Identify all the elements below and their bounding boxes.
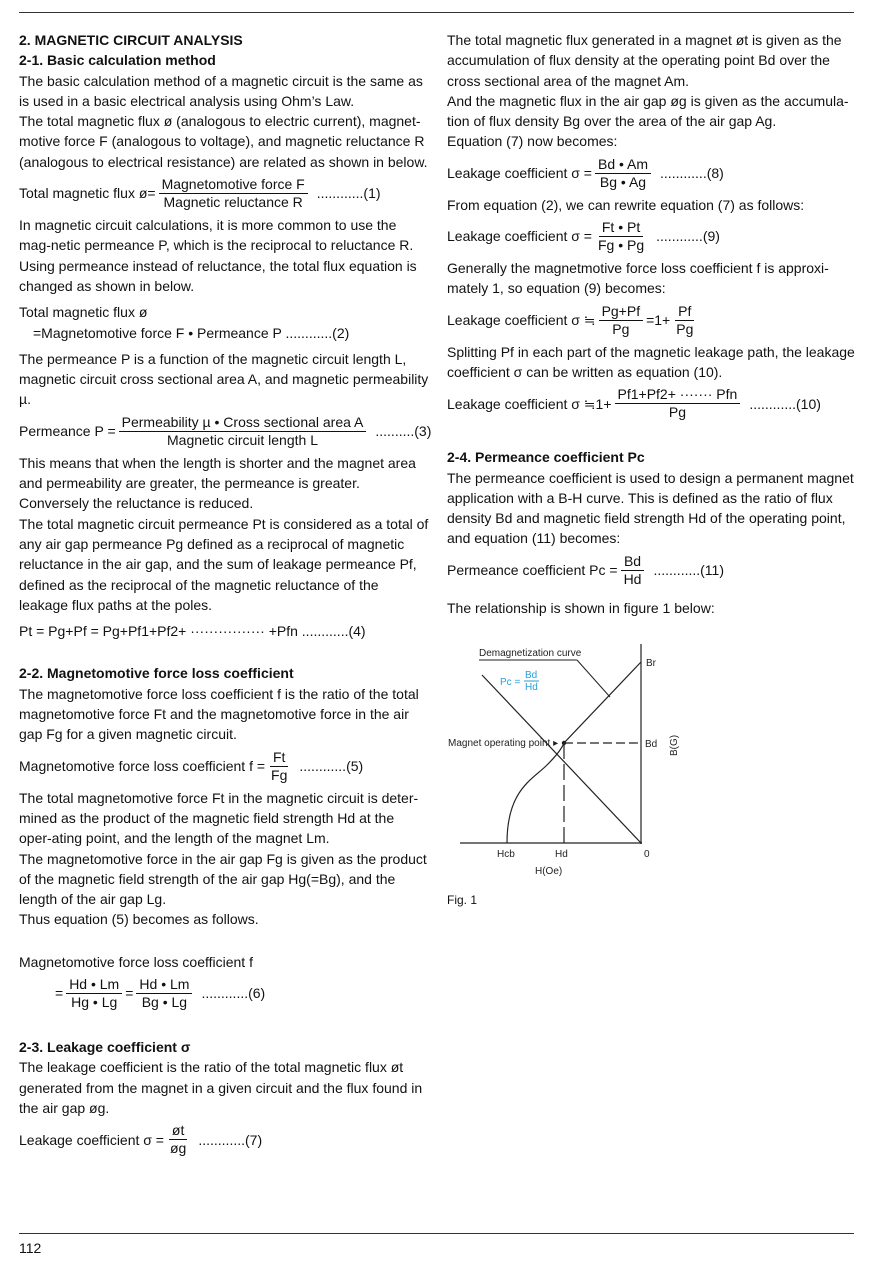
b-axis-label: B(G) xyxy=(669,734,680,756)
zero-label: 0 xyxy=(644,849,650,860)
br-label: Br xyxy=(646,658,656,669)
svg-text:Pc =: Pc = xyxy=(500,677,521,688)
equation-7: Leakage coefficient σ = $\frac{øt}{øg}$ ............(7) xyxy=(19,1122,263,1157)
equation-6: = $\frac{Hd • Lm}{Hg • Lg}$ = $\frac{Hd • Lm}{Bg • Lg}$ ............(6) xyxy=(55,975,266,1010)
equation-2-line-1: Total magnetic flux ø xyxy=(19,304,148,321)
left-column xyxy=(19,30,432,1161)
subsection-heading-2-1: 2-1. Basic calculation method xyxy=(19,52,216,69)
equation-9b: Leakage coefficient σ ≒ $\frac{Pg+Pf}{Pg}$ =1+ $\frac{Pf}{Pg}$ xyxy=(447,302,694,337)
paragraph: Thus equation (5) becomes as follows. xyxy=(19,911,259,928)
paragraph: And the magnetic flux in the air gap øg is given as the accumula-tion of flux density Bg over the area of the air gap Ag. xyxy=(447,92,849,130)
paragraph: Splitting Pf in each part of the magnetic leakage path, the leakage coefficient σ can be written as equation (10). xyxy=(447,343,855,380)
paragraph: The total magnetomotive force Ft in the magnetic circuit is deter-mined as the product of the magnetic field strength Hd at the oper-ating point, and the length of the magnet Lm. xyxy=(19,789,419,847)
equation-1: Total magnetic flux ø= $\frac{\text{Magnetomotive force F}}{\text{Magnetic reluctance R}}$ ............(1) xyxy=(19,176,381,211)
paragraph: The total magnetic flux ø (analogous to electric current), magnet-motive force F (analogous to voltage), and magnetic reluctance R (analogous to electrical resistance) are related as shown in below. xyxy=(19,113,428,170)
paragraph: The permeance P is a function of the magnetic circuit length L, magnetic circuit cross sectional area A, and magnetic permeability µ. xyxy=(19,350,429,408)
paragraph: The leakage coefficient is the ratio of the total magnetic flux øt generated from the magnet in a given circuit and the flux found in the air gap øg. xyxy=(19,1059,423,1116)
pc-ratio-label xyxy=(500,670,539,693)
hd-label: Hd xyxy=(555,849,568,860)
paragraph: In magnetic circuit calculations, it is more common to use the mag-netic permeance P, which is the reciprocal to reluctance R. xyxy=(19,217,414,254)
h-axis-label: H(Oe) xyxy=(535,866,563,877)
equation-4: Pt = Pg+Pf = Pg+Pf1+Pf2+ ················ +Pfn ............(4) xyxy=(19,623,366,640)
equation-9: Leakage coefficient σ = $\frac{Ft • Pt}{Fg • Pg}$ ............(9) xyxy=(447,219,720,254)
paragraph: The magnetomotive force in the air gap Fg is given as the product of the magnetic field strength of the air gap Hg(=Bg), and the length of the air gap Lg. xyxy=(19,850,427,908)
hcb-label: Hcb xyxy=(497,849,515,860)
subsection-heading-2-4: 2-4. Permeance coefficient Pc xyxy=(447,449,645,466)
equation-8: Leakage coefficient σ = $\frac{Bd • Am}{Bg • Ag}$ ............(8) xyxy=(447,155,724,190)
permeance-line xyxy=(482,675,641,843)
subsection-heading-2-2: 2-2. Magnetomotive force loss coefficient xyxy=(19,665,294,682)
svg-text:Bd: Bd xyxy=(525,670,538,681)
equation-5: Magnetomotive force loss coefficient f = $\frac{Ft}{Fg}$ ............(5) xyxy=(19,748,364,783)
equation-11: Permeance coefficient Pc = $\frac{Bd}{Hd}$ ............(11) xyxy=(447,552,725,587)
paragraph: Equation (7) now becomes: xyxy=(447,133,618,150)
op-label: Magnet operating point ▸ xyxy=(448,738,559,749)
paragraph: Using permeance instead of reluctance, the total flux equation is changed as shown in below. xyxy=(19,257,417,294)
svg-text:Hd: Hd xyxy=(525,682,538,693)
top-rule xyxy=(19,12,854,13)
page-number: 112 xyxy=(19,1240,42,1256)
right-column xyxy=(447,30,857,618)
paragraph: The total magnetic circuit permeance Pt is considered as a total of any air gap permeance Pg defined as a reciprocal of magnetic reluctance in the air gap, and the sum of leakage permeance Pf, defined as the reciprocal of the magnetic reluctance of the leakage flux paths at the poles. xyxy=(19,515,429,613)
paragraph: The permeance coefficient is used to design a permanent magnet application with a B-H curve. This is defined as the ratio of flux density Bd and magnetic field strength Hd of the operating point, and equation (11) becomes: xyxy=(447,469,854,547)
operating-point-marker xyxy=(562,741,566,745)
equation-10: Leakage coefficient σ ≒1+ $\frac{\text{Pf1+Pf2+ ······· Pfn}}{Pg}$ ............(10) xyxy=(447,386,821,421)
demag-leader xyxy=(577,660,610,697)
demag-label: Demagnetization curve xyxy=(479,648,582,659)
paragraph: The total magnetic flux generated in a magnet øt is given as the accumulation of flux density at the operating point Bd over the cross sectional area of the magnet Am. xyxy=(447,32,842,89)
paragraph: From equation (2), we can rewrite equation (7) as follows: xyxy=(447,196,805,213)
paragraph: The basic calculation method of a magnetic circuit is the same as is used in a basic electrical analysis using Ohm’s Law. xyxy=(19,72,423,109)
bottom-rule xyxy=(19,1233,854,1234)
bh-curve-figure xyxy=(447,640,697,880)
bd-label: Bd xyxy=(645,739,658,750)
paragraph: This means that when the length is shorter and the magnet area and permeability are greater, the permeance is greater. Conversely the reluctance is reduced. xyxy=(19,454,416,512)
paragraph: Generally the magnetmotive force loss coefficient f is approxi-mately 1, so equation (9) becomes: xyxy=(447,260,829,297)
paragraph: The magnetomotive force loss coefficient f is the ratio of the total magnetomotive force Ft and the magnetomotive force in the air gap Fg for a given magnetic circuit. xyxy=(19,685,419,743)
section-heading: 2. MAGNETIC CIRCUIT ANALYSIS xyxy=(19,32,243,48)
subsection-heading-2-3: 2-3. Leakage coefficient σ xyxy=(19,1038,191,1055)
equation-3: Permeance P = $\frac{\text{Permeability µ • Cross sectional area A}}{\text{Magnetic circuit length L}}$ ..........(3) xyxy=(19,413,432,448)
paragraph: The relationship is shown in figure 1 below: xyxy=(447,599,715,616)
figure-caption: Fig. 1 xyxy=(447,893,478,907)
equation-6-label: Magnetomotive force loss coefficient f xyxy=(19,953,253,970)
equation-2-line-2: =Magnetomotive force F • Permeance P ............(2) xyxy=(33,324,350,341)
